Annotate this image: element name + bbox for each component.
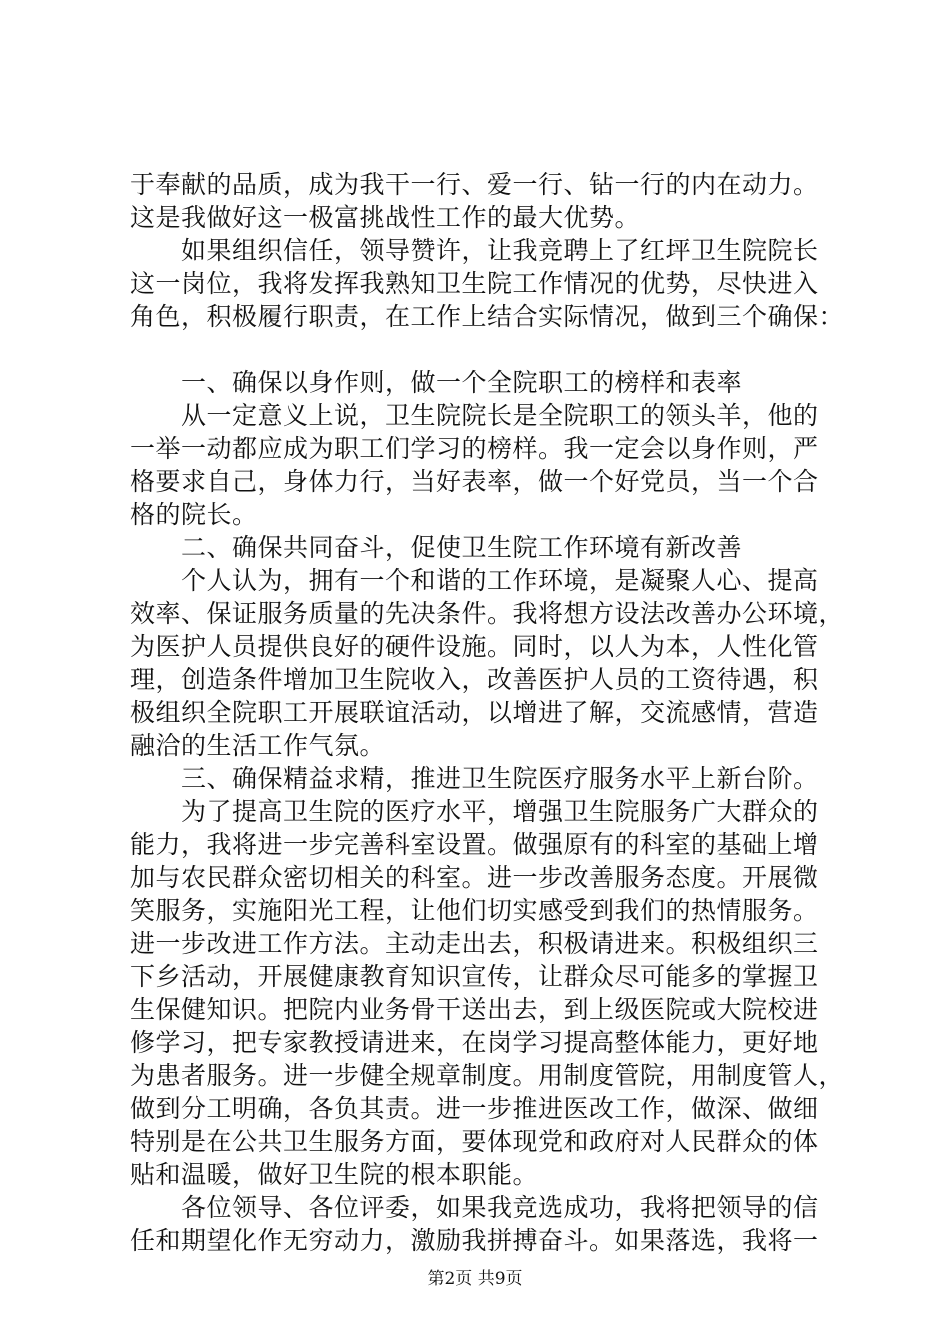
section-heading-1: 一、确保以身作则，做一个全院职工的榜样和表率 <box>130 368 743 397</box>
text-line: 贴和温暖，做好卫生院的根本职能。 <box>130 1160 539 1189</box>
page-number-footer: 第2页 共9页 <box>427 1269 523 1289</box>
text-line: 进一步改进工作方法。主动走出去，积极请进来。积极组织三 <box>130 929 819 958</box>
text-line: 下乡活动，开展健康教育知识宣传，让群众尽可能多的掌握卫 <box>130 962 819 991</box>
text-line: 生保健知识。把院内业务骨干送出去，到上级医院或大院校进 <box>130 995 819 1024</box>
text-line: 极组织全院职工开展联谊活动，以增进了解，交流感情，营造 <box>130 698 819 727</box>
text-line: 理，创造条件增加卫生院收入，改善医护人员的工资待遇，积 <box>130 665 819 694</box>
text-line: 格要求自己，身体力行，当好表率，做一个好党员，当一个合 <box>130 467 819 496</box>
text-line: 为了提高卫生院的医疗水平，增强卫生院服务广大群众的 <box>130 797 819 826</box>
text-line: 这一岗位，我将发挥我熟知卫生院工作情况的优势，尽快进入 <box>130 269 819 298</box>
text-line: 于奉献的品质，成为我干一行、爱一行、钻一行的内在动力。 <box>130 170 819 199</box>
text-line: 从一定意义上说，卫生院院长是全院职工的领头羊，他的 <box>130 401 819 430</box>
document-body <box>130 168 845 1257</box>
text-line: 效率、保证服务质量的先决条件。我将想方设法改善办公环境， <box>130 599 845 628</box>
text-line: 笑服务，实施阳光工程，让他们切实感受到我们的热情服务。 <box>130 896 819 925</box>
text-line: 为患者服务。进一步健全规章制度。用制度管院，用制度管人， <box>130 1061 845 1090</box>
text-line: 格的院长。 <box>130 500 258 529</box>
text-line: 为医护人员提供良好的硬件设施。同时，以人为本，人性化管 <box>130 632 819 661</box>
text-line: 做到分工明确，各负其责。进一步推进医改工作，做深、做细 <box>130 1094 819 1123</box>
section-heading-2: 二、确保共同奋斗，促使卫生院工作环境有新改善 <box>130 533 743 562</box>
text-line: 修学习，把专家教授请进来，在岗学习提高整体能力，更好地 <box>130 1028 819 1057</box>
text-line: 一举一动都应成为职工们学习的榜样。我一定会以身作则，严 <box>130 434 819 463</box>
text-line: 加与农民群众密切相关的科室。进一步改善服务态度。开展微 <box>130 863 819 892</box>
text-line: 这是我做好这一极富挑战性工作的最大优势。 <box>130 203 641 232</box>
text-line: 任和期望化作无穷动力，激励我拼搏奋斗。如果落选，我将一 <box>130 1226 819 1255</box>
blank-line <box>130 333 830 366</box>
text-line: 如果组织信任，领导赞许，让我竞聘上了红坪卫生院院长 <box>130 236 819 265</box>
text-line: 各位领导、各位评委，如果我竞选成功，我将把领导的信 <box>130 1193 819 1222</box>
text-line: 特别是在公共卫生服务方面，要体现党和政府对人民群众的体 <box>130 1127 819 1156</box>
text-line: 个人认为，拥有一个和谐的工作环境，是凝聚人心、提高 <box>130 566 819 595</box>
text-line: 融洽的生活工作气氛。 <box>130 731 386 760</box>
section-heading-3: 三、确保精益求精，推进卫生院医疗服务水平上新台阶。 <box>130 764 819 793</box>
text-line: 角色，积极履行职责，在工作上结合实际情况，做到三个确保： <box>130 302 845 331</box>
text-line: 能力，我将进一步完善科室设置。做强原有的科室的基础上增 <box>130 830 819 859</box>
